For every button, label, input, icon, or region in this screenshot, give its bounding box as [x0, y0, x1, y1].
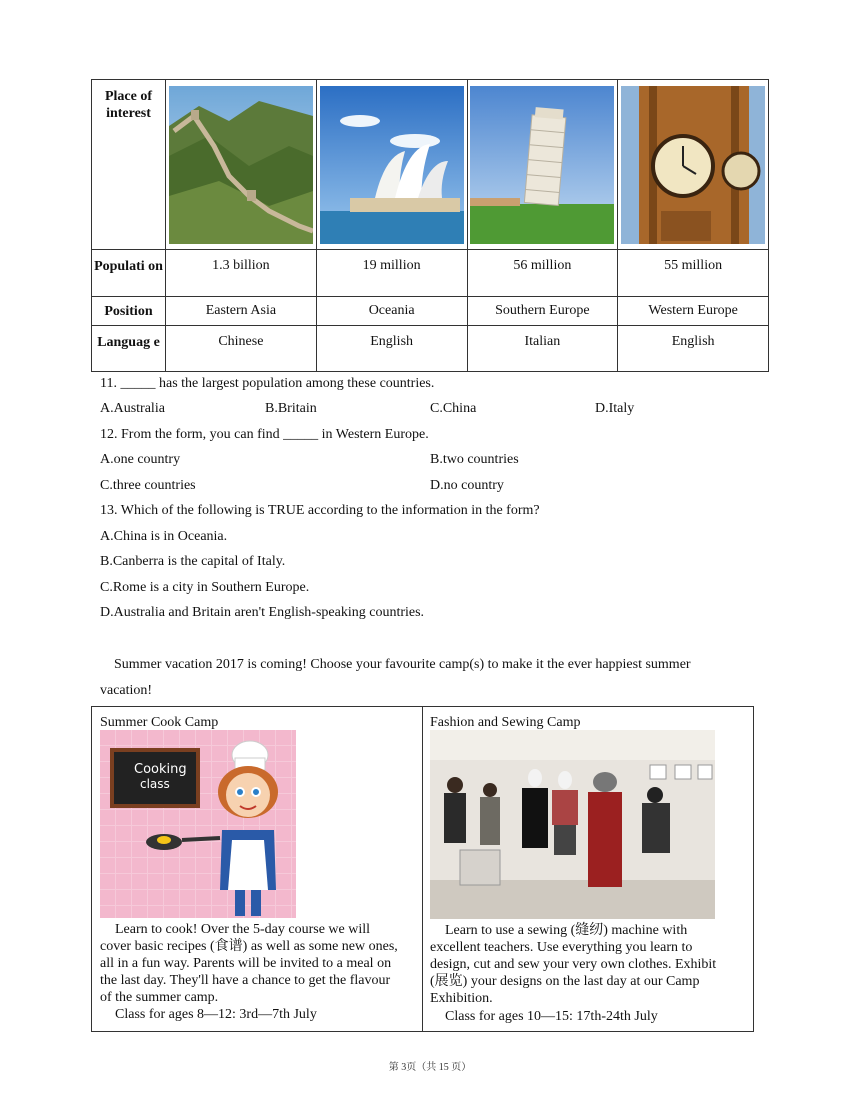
table-cell: 55 million [618, 250, 769, 297]
cook-schedule: Class for ages 8—12: 3rd—7th July [115, 1007, 317, 1022]
passage-intro-line2: vacation! [100, 683, 153, 698]
passage-intro-line1: Summer vacation 2017 is coming! Choose your favourite camp(s) to make it the ever happiest summer [114, 657, 691, 672]
great-wall-cell [166, 80, 317, 250]
q11-option-c: C.China [430, 401, 477, 416]
population-row [92, 250, 769, 297]
cook-line-2: cover basic recipes (食谱) as well as some new ones, [100, 939, 398, 954]
q12-option-d: D.no country [430, 478, 504, 493]
board-text-2: class [140, 777, 170, 791]
big-ben-photo-icon [621, 86, 765, 244]
fashion-line-3: design, cut and sew your very own clothes. Exhibit [430, 957, 717, 972]
table-cell: English [618, 326, 769, 372]
cook-camp-title: Summer Cook Camp [100, 715, 219, 730]
row-label: Position [92, 297, 166, 326]
q13-option-d: D.Australia and Britain aren't English-speaking countries. [100, 605, 425, 620]
fashion-line-2: excellent teachers. Use everything you learn to [430, 940, 693, 955]
q12-option-b: B.two countries [430, 452, 519, 467]
leaning-tower-of-pisa-photo-icon [470, 86, 614, 244]
board-text-1: Cooking [134, 762, 187, 777]
question-11: 11. _____ has the largest population among these countries. [100, 376, 435, 391]
places-table [91, 79, 769, 372]
big-ben-cell [618, 80, 769, 250]
pisa-cell [467, 80, 618, 250]
q11-option-a: A.Australia [100, 401, 165, 416]
q13-option-a: A.China is in Oceania. [100, 529, 228, 544]
table-cell: Oceania [316, 297, 467, 326]
fashion-line-5: Exhibition. [430, 991, 493, 1006]
table-cell: Eastern Asia [166, 297, 317, 326]
fashion-camp-cell [423, 707, 754, 1032]
cook-line-4: the last day. They'll have a chance to get the flavour [100, 973, 391, 988]
language-row [92, 326, 769, 372]
table-cell: Southern Europe [467, 297, 618, 326]
cook-line-3: all in a fun way. Parents will be invited to a meal on [100, 956, 392, 971]
q11-option-b: B.Britain [265, 401, 317, 416]
sydney-opera-house-photo-icon [320, 86, 464, 244]
camps-table [91, 706, 754, 1032]
fashion-camp-title: Fashion and Sewing Camp [430, 715, 581, 730]
position-row [92, 297, 769, 326]
q12-option-c: C.three countries [100, 478, 196, 493]
cook-camp-cell [92, 707, 423, 1032]
q11-option-d: D.Italy [595, 401, 635, 416]
fashion-exhibition-photo-icon [430, 730, 715, 919]
cook-line-5: of the summer camp. [100, 990, 219, 1005]
row-label: Populati on [92, 250, 166, 297]
place-of-interest-header: Place of interest [92, 80, 166, 250]
table-cell: Western Europe [618, 297, 769, 326]
great-wall-photo-icon [169, 86, 313, 244]
q13-option-b: B.Canberra is the capital of Italy. [100, 554, 286, 569]
table-cell: 1.3 billion [166, 250, 317, 297]
page-footer: 第 3页（共 15 页） [388, 1062, 472, 1073]
fashion-schedule: Class for ages 10—15: 17th-24th July [445, 1009, 658, 1024]
q13-option-c: C.Rome is a city in Southern Europe. [100, 580, 310, 595]
question-12: 12. From the form, you can find _____ in Western Europe. [100, 427, 429, 442]
cook-line-1: Learn to cook! Over the 5-day course we will [115, 922, 371, 937]
fashion-line-1: Learn to use a sewing (缝纫) machine with [445, 923, 688, 938]
opera-house-cell [316, 80, 467, 250]
cooking-class-illustration-icon [100, 730, 296, 918]
table-cell: Chinese [166, 326, 317, 372]
question-13: 13. Which of the following is TRUE according to the information in the form? [100, 503, 540, 518]
table-cell: 56 million [467, 250, 618, 297]
table-cell: English [316, 326, 467, 372]
row-label: Languag e [92, 326, 166, 372]
table-cell: 19 million [316, 250, 467, 297]
fashion-line-4: (展览) your designs on the last day at our Camp [430, 974, 700, 989]
table-cell: Italian [467, 326, 618, 372]
q12-option-a: A.one country [100, 452, 181, 467]
